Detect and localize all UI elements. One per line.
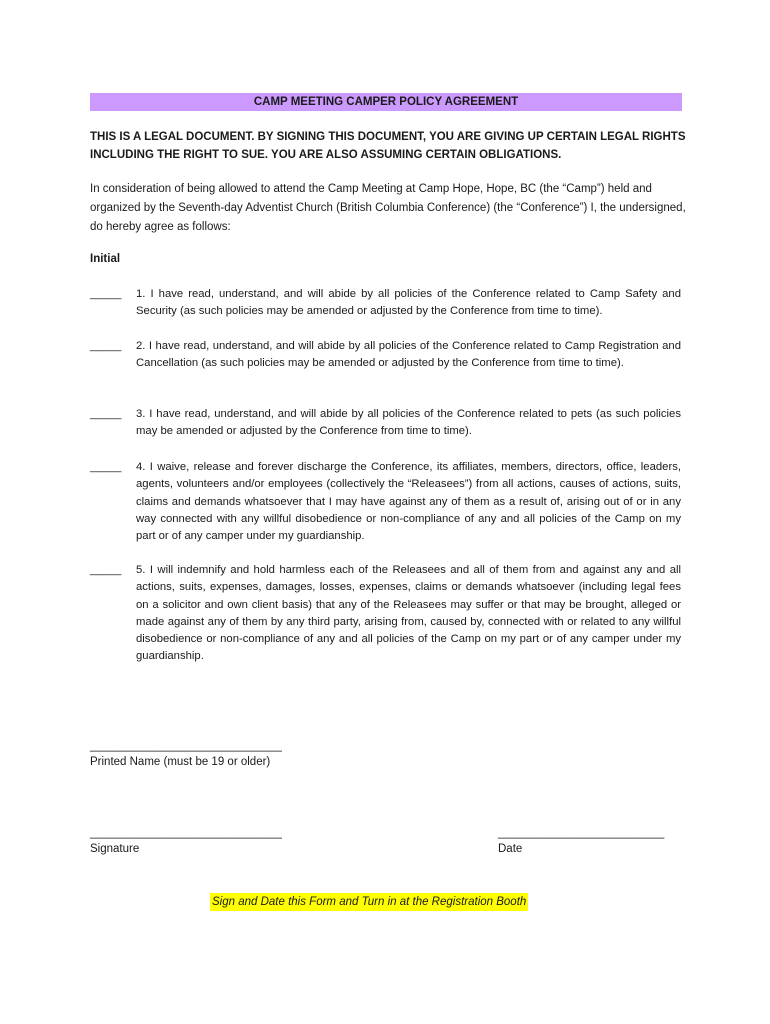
date-label: Date [498,843,523,855]
intro-paragraph: In consideration of being allowed to attend the Camp Meeting at Camp Hope, Hope, BC (the “Camp”) held and organized by the Seventh-day Adventist Church (British Columbia Conference) (the “Conference”) I, the undersigned, do hereby agree as follows: [90,183,686,233]
signature-line[interactable]: ______________________________ [90,827,282,839]
printed-name-line[interactable]: ______________________________ [90,740,282,752]
initial-blank[interactable]: _____ [90,340,122,352]
clause-text: 1. I have read, understand, and will abide by all policies of the Conference related to Camp Safety and Security (as such policies may be amended or adjusted by the Conference from time to time). [136,288,681,318]
clause-text: 4. I waive, release and forever discharge the Conference, its affiliates, members, directors, office, leaders, agents, volunteers and/or employees (collectively the “Releasees”) from all actions, causes of actions, suits, claims and demands whatsoever that I may have against any of them as a result of, arising out of or in any way connected with any willful disobedience or non-compliance of any and all policies of the Camp on my part or of any camper under my guardianship. [136,461,681,543]
clause-text: 3. I have read, understand, and will abide by all policies of the Conference related to pets (as such policies may be amended or adjusted by the Conference from time to time). [136,408,681,438]
footer-instruction: Sign and Date this Form and Turn in at the Registration Booth [210,893,528,911]
clause-text: 2. I have read, understand, and will abide by all policies of the Conference related to Camp Registration and Cancellation (as such policies may be amended or adjusted by the Conference from time to time). [136,340,681,370]
signature-label: Signature [90,843,140,855]
initial-blank[interactable]: _____ [90,461,122,473]
date-line[interactable]: __________________________ [498,827,665,839]
document-title: CAMP MEETING CAMPER POLICY AGREEMENT [90,93,682,111]
initial-blank[interactable]: _____ [90,408,122,420]
initial-blank[interactable]: _____ [90,288,122,300]
printed-name-label: Printed Name (must be 19 or older) [90,756,271,768]
legal-warning: THIS IS A LEGAL DOCUMENT. BY SIGNING THIS DOCUMENT, YOU ARE GIVING UP CERTAIN LEGAL RIGHTS INCLUDING THE RIGHT TO SUE. YOU ARE ALSO ASSUMING CERTAIN OBLIGATIONS. [90,131,686,161]
initial-heading: Initial [90,253,121,265]
clause-text: 5. I will indemnify and hold harmless each of the Releasees and all of them from and against any and all actions, suits, expenses, damages, losses, expenses, claims or demands whatsoever (including legal fees on a solicitor and own client basis) that any of the Releasees may suffer or that may be brought, alleged or made against any of them by any third party, arising from, caused by, connected with or related to any willful disobedience or non-compliance of any and all policies of the Camp on my part or of any camper under my guardianship. [136,564,681,663]
initial-blank[interactable]: _____ [90,564,122,576]
